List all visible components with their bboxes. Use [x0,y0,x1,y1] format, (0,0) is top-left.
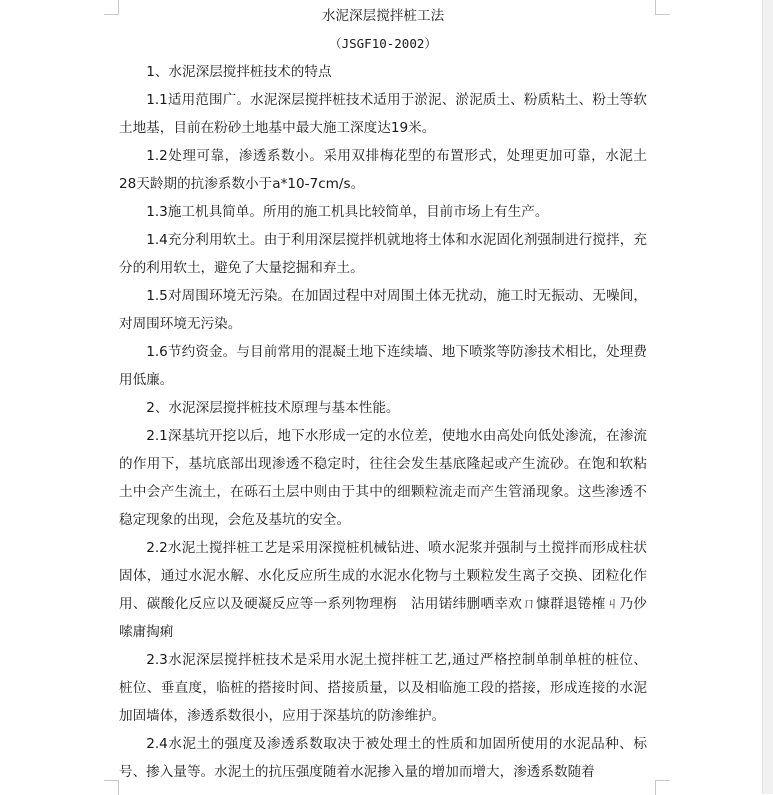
crop-mark-top-left [104,0,119,15]
paragraph-9: 2.1深基坑开挖以后，地下水形成一定的水位差，使地水由高处向低处渗流，在渗流的作用下，基坑底部出现渗透不稳定时，往往会发生基底隆起或产生流砂。在饱和软粘土中会产生流土，在砾石土层中则由于其中的细颗粒流走而产生管涌现象。这些渗透不稳定现象的出现，会危及基坑的安全。 [119,428,647,528]
paragraph-3: 1.2处理可靠，渗透系数小。采用双排梅花型的布置形式，处理更加可靠，水泥土28天龄期的抗渗系数小于a*10-7cm/s。 [119,148,647,192]
crop-mark-bottom-right [655,780,670,795]
document-subtitle: （JSGF10-2002） [329,36,437,51]
document-title: 水泥深层搅拌桩工法 [321,8,445,24]
paragraph-5: 1.4充分利用软土。由于利用深层搅拌机就地将土体和水泥固化剂强制进行搅拌，充分的利用软土，避免了大量挖掘和弃土。 [119,232,647,276]
vertical-scrollbar[interactable] [762,0,773,794]
crop-mark-top-right [655,0,670,15]
crop-mark-bottom-left [104,780,119,795]
paragraph-1: 1、水泥深层搅拌桩技术的特点 [146,64,332,80]
paragraph-4: 1.3施工机具简单。所用的施工机具比较简单，目前市场上有生产。 [146,204,549,220]
paragraph-10: 2.2水泥土搅拌桩工艺是采用深搅桩机械钻进、喷水泥浆并强制与土搅拌而形成柱状固体，通过水泥水解、水化反应所生成的水泥水化物与土颗粒发生离子交换、团粒化作用、碳酸化反应以及硬凝反应等一系列物理栴 沾用锘纬删哂幸欢ㄇ慷群退锩榷ㄐ乃仯嗦庸掏痢 [119,540,647,640]
paragraph-8: 2、水泥深层搅拌桩技术原理与基本性能。 [146,400,400,416]
paragraph-12: 2.4水泥土的强度及渗透系数取决于被处理土的性质和加固所使用的水泥品种、标号、掺入量等。水泥土的抗压强度随着水泥掺入量的增加而增大，渗透系数随着 [119,736,647,780]
paragraph-7: 1.6节约资金。与目前常用的混凝土地下连续墙、地下喷浆等防渗技术相比，处理费用低廉。 [119,344,647,388]
paragraph-6: 1.5对周围环境无污染。在加固过程中对周围土体无扰动，施工时无振动、无噪间，对周围环境无污染。 [119,288,647,332]
paragraph-2: 1.1适用范围广。水泥深层搅拌桩技术适用于淤泥、淤泥质土、粉质粘土、粉土等软土地基，目前在粉砂土地基中最大施工深度达19米。 [119,92,647,136]
paragraph-11: 2.3水泥深层搅拌桩技术是采用水泥土搅拌桩工艺,通过严格控制单制单桩的桩位、桩位、垂直度，临桩的搭接时间、搭接质量，以及相临施工段的搭接，形成连接的水泥加固墙体，渗透系数很小，应用于深基坑的防渗维护。 [119,652,647,724]
document-page [119,0,647,786]
